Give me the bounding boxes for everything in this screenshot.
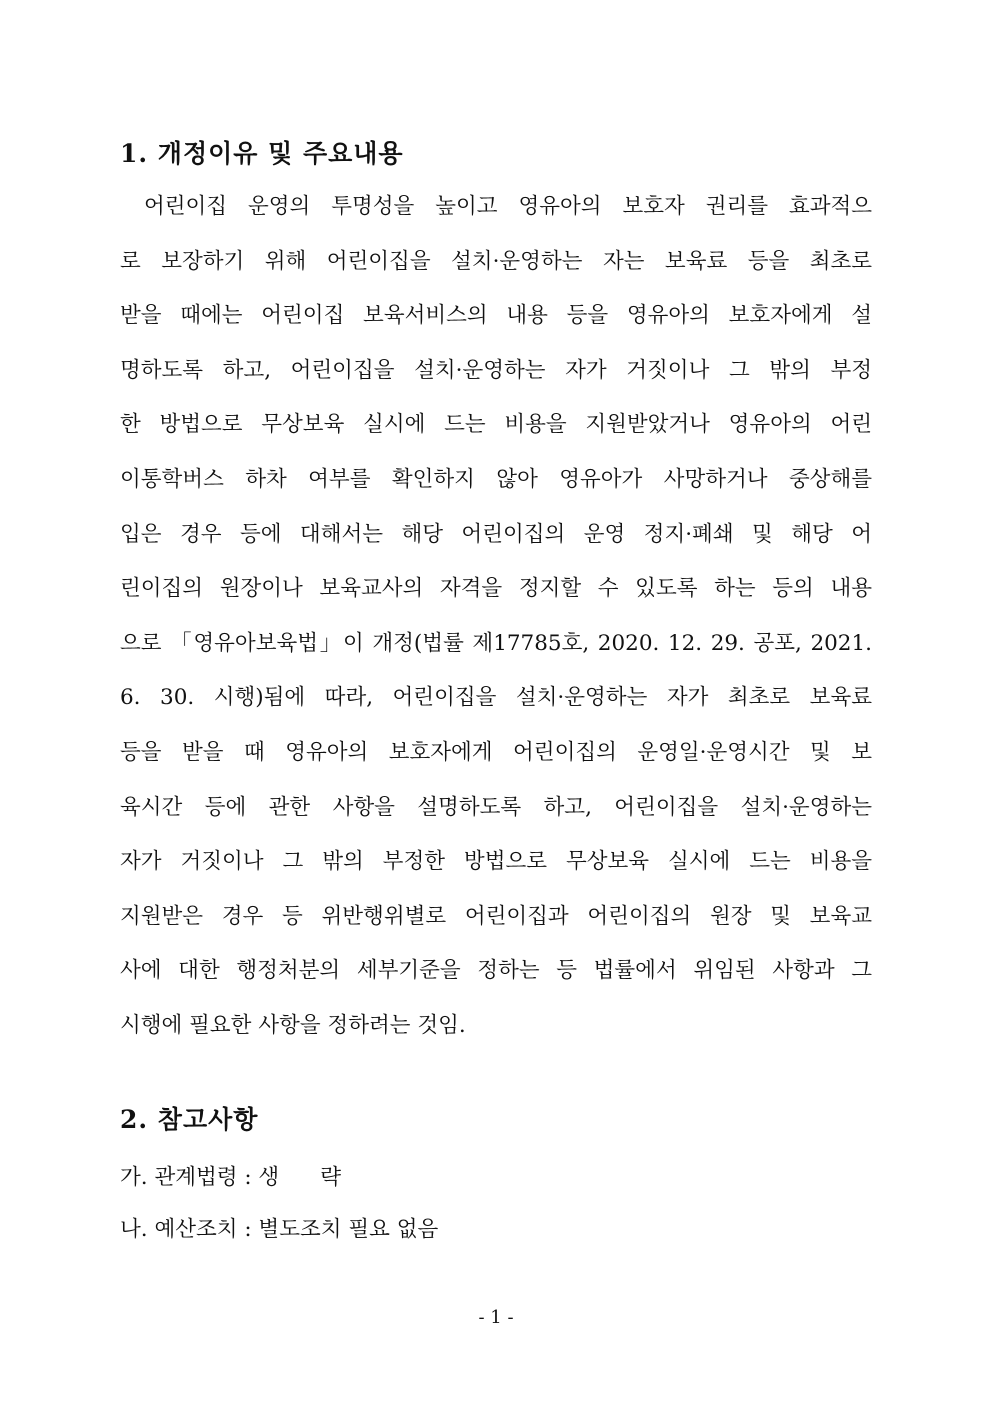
body-line: 로 보장하기 위해 어린이집을 설치·운영하는 자는 보육료 등을 최초로 xyxy=(120,248,872,274)
body-line: 명하도록 하고, 어린이집을 설치·운영하는 자가 거짓이나 그 밖의 부정 xyxy=(120,357,872,383)
body-line: 사에 대한 행정처분의 세부기준을 정하는 등 법률에서 위임된 사항과 그 xyxy=(120,958,872,984)
budget-measures-item: 나. 예산조치 : 별도조치 필요 없음 xyxy=(120,1217,439,1242)
body-line: 입은 경우 등에 대해서는 해당 어린이집의 운영 정지·폐쇄 및 해당 어 xyxy=(120,521,872,547)
body-line: 자가 거짓이나 그 밖의 부정한 방법으로 무상보육 실시에 드는 비용을 xyxy=(120,849,872,875)
section-2-heading: 2. 참고사항 xyxy=(120,1105,259,1134)
body-line: 6. 30. 시행)됨에 따라, 어린이집을 설치·운영하는 자가 최초로 보육료 xyxy=(120,685,872,711)
body-line: 등을 받을 때 영유아의 보호자에게 어린이집의 운영일·운영시간 및 보 xyxy=(120,739,872,765)
body-line: 받을 때에는 어린이집 보육서비스의 내용 등을 영유아의 보호자에게 설 xyxy=(120,303,872,329)
body-line: 이통학버스 하차 여부를 확인하지 않아 영유아가 사망하거나 중상해를 xyxy=(120,466,872,492)
body-line: 어린이집 운영의 투명성을 높이고 영유아의 보호자 권리를 효과적으 xyxy=(144,194,872,219)
section-1-body xyxy=(120,180,872,1054)
body-line: 지원받은 경우 등 위반행위별로 어린이집과 어린이집의 원장 및 보육교 xyxy=(120,903,872,929)
body-line: 시행에 필요한 사항을 정하려는 것임. xyxy=(120,1012,466,1038)
page-number: - 1 - xyxy=(478,1307,514,1328)
body-line: 린이집의 원장이나 보육교사의 자격을 정지할 수 있도록 하는 등의 내용 xyxy=(120,576,872,602)
body-line: 한 방법으로 무상보육 실시에 드는 비용을 지원받았거나 영유아의 어린 xyxy=(120,412,872,438)
related-laws-item: 가. 관계법령 : 생 략 xyxy=(120,1165,341,1190)
body-line: 육시간 등에 관한 사항을 설명하도록 하고, 어린이집을 설치·운영하는 xyxy=(120,794,872,820)
body-line: 으로 「영유아보육법」이 개정(법률 제17785호, 2020. 12. 29. 공포, 2021. xyxy=(120,630,872,656)
section-1-heading: 1. 개정이유 및 주요내용 xyxy=(120,139,404,168)
